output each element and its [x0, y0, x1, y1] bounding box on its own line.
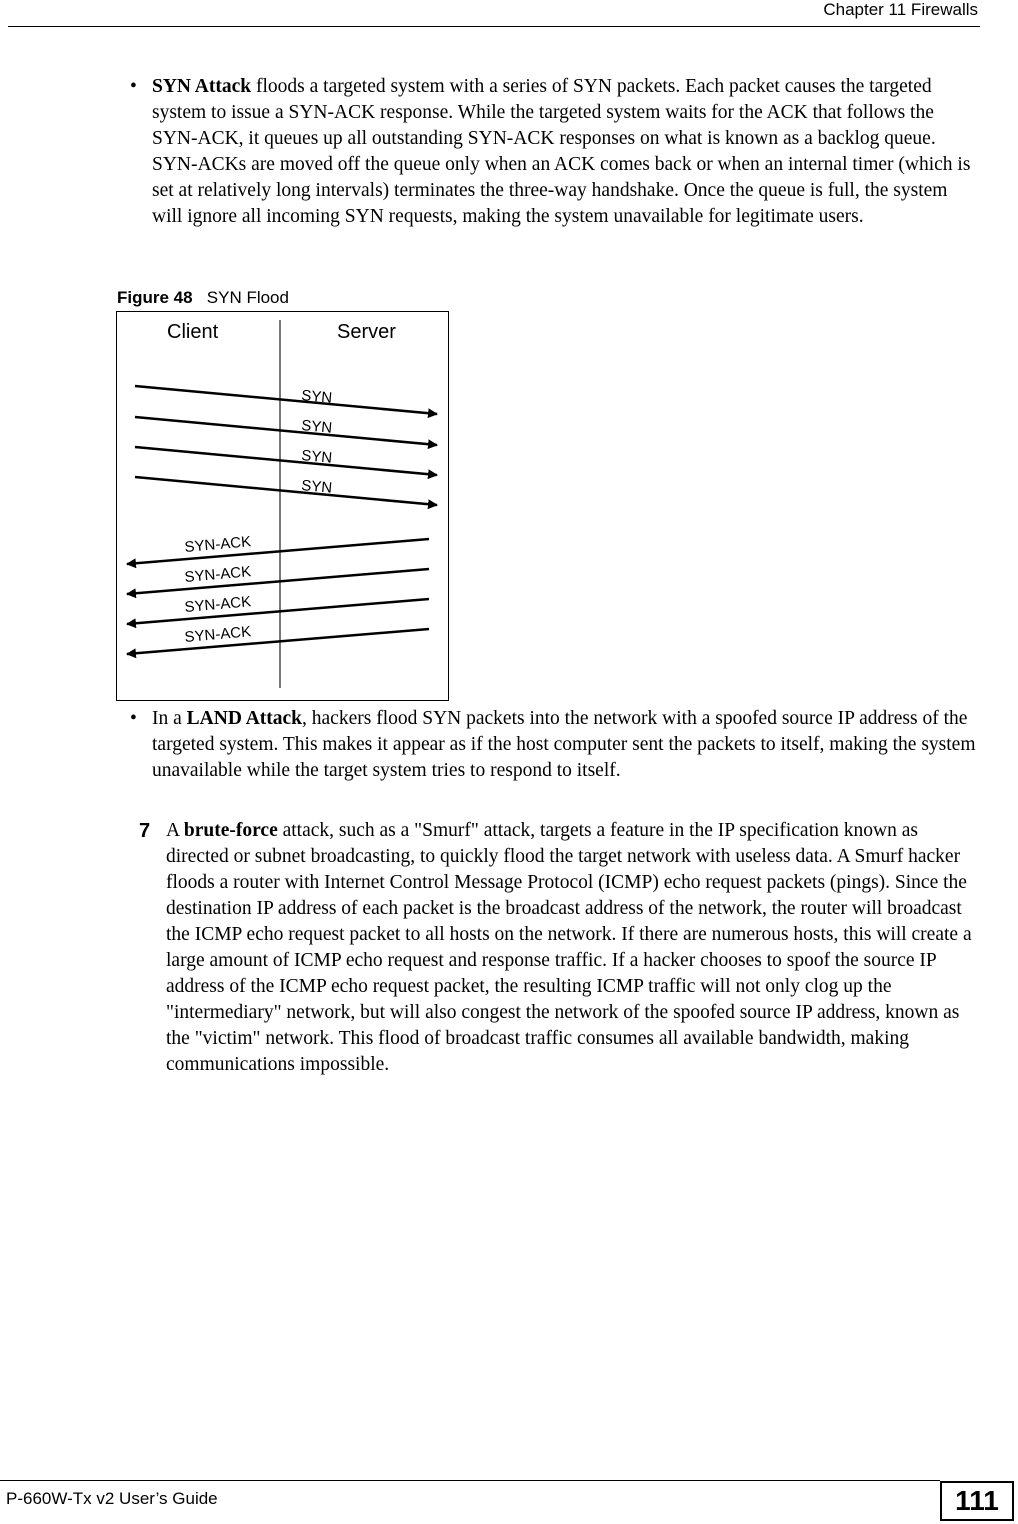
bullet-dot: • — [130, 708, 137, 729]
brute-force-prefix: A — [166, 820, 184, 841]
syn-label: SYN — [300, 387, 333, 407]
syn-label: SYN — [300, 477, 333, 497]
syn-attack-term: SYN Attack — [152, 76, 252, 97]
land-attack-term: LAND Attack — [186, 708, 303, 729]
brute-force-paragraph — [166, 818, 982, 1078]
syn-arrow — [135, 447, 437, 475]
brute-force-term: brute-force — [183, 820, 278, 841]
synack-arrow — [127, 539, 429, 564]
syn-flood-diagram — [117, 312, 448, 700]
figure-caption — [117, 287, 289, 309]
syn-attack-text: floods a targeted system with a series of SYN packets. Each packet causes the targeted system to issue a SYN-ACK response. While the targeted system waits for the ACK that follows the SYN-ACK, it queues up all outstanding SYN-ACK responses on what is known as a backlog queue. SYN-ACKs are moved off the queue only when an ACK comes back or when an internal timer (which is set at relatively long intervals) terminates the three-way handshake. Once the queue is full, the system will ignore all incoming SYN requests, making the system unavailable for legitimate users. — [152, 76, 971, 227]
synack-arrow — [127, 569, 429, 594]
syn-attack-paragraph — [152, 74, 982, 230]
synack-arrow — [127, 599, 429, 624]
synack-label: SYN-ACK — [183, 563, 252, 586]
figure-title: SYN Flood — [206, 288, 289, 307]
page-number: 111 — [940, 1481, 1014, 1521]
syn-label: SYN — [300, 417, 333, 437]
footer-rule — [0, 1480, 940, 1481]
synack-arrow — [127, 629, 429, 654]
synack-label: SYN-ACK — [183, 593, 252, 616]
syn-arrow — [135, 417, 437, 445]
client-label: Client — [167, 321, 219, 343]
bullet-dot: • — [130, 76, 137, 97]
brute-force-text: attack, such as a "Smurf" attack, targets a feature in the IP specification known as directed or subnet broadcasting, to quickly flood the target network with useless data. A Smurf hacker floods a router with Internet Control Message Protocol (ICMP) echo request packets (pings). Since the destination IP address of each packet is the broadcast address of the network, the router will broadcast the ICMP echo request packet to all hosts on the network. If there are numerous hosts, this will create a large amount of ICMP echo request and response traffic. If a hacker chooses to spoof the source IP address of the ICMP echo request packet, the resulting ICMP traffic will not only clog up the "intermediary" network, but will also congest the network of the spoofed source IP address, known as the "victim" network. This flood of broadcast traffic consumes all available bandwidth, making communications impossible. — [166, 820, 972, 1075]
guide-title: P-660W-Tx v2 User’s Guide — [6, 1489, 218, 1508]
step-number: 7 — [139, 820, 151, 842]
syn-arrow — [135, 386, 437, 414]
syn-label: SYN — [300, 447, 333, 467]
header-rule — [8, 26, 980, 27]
land-attack-text: , hackers flood SYN packets into the network with a spoofed source IP address of the targeted system. This makes it appear as if the host computer sent the packets to itself, making the system unavailable while the target system tries to respond to itself. — [152, 708, 976, 781]
synack-label: SYN-ACK — [183, 533, 252, 556]
syn-flood-figure — [116, 311, 449, 701]
syn-arrow — [135, 477, 437, 505]
synack-label: SYN-ACK — [183, 623, 252, 646]
land-attack-prefix: In a — [152, 708, 187, 729]
chapter-title: Chapter 11 Firewalls — [823, 0, 978, 19]
land-attack-paragraph — [152, 706, 982, 784]
figure-label: Figure 48 — [117, 288, 193, 307]
server-label: Server — [337, 321, 396, 343]
